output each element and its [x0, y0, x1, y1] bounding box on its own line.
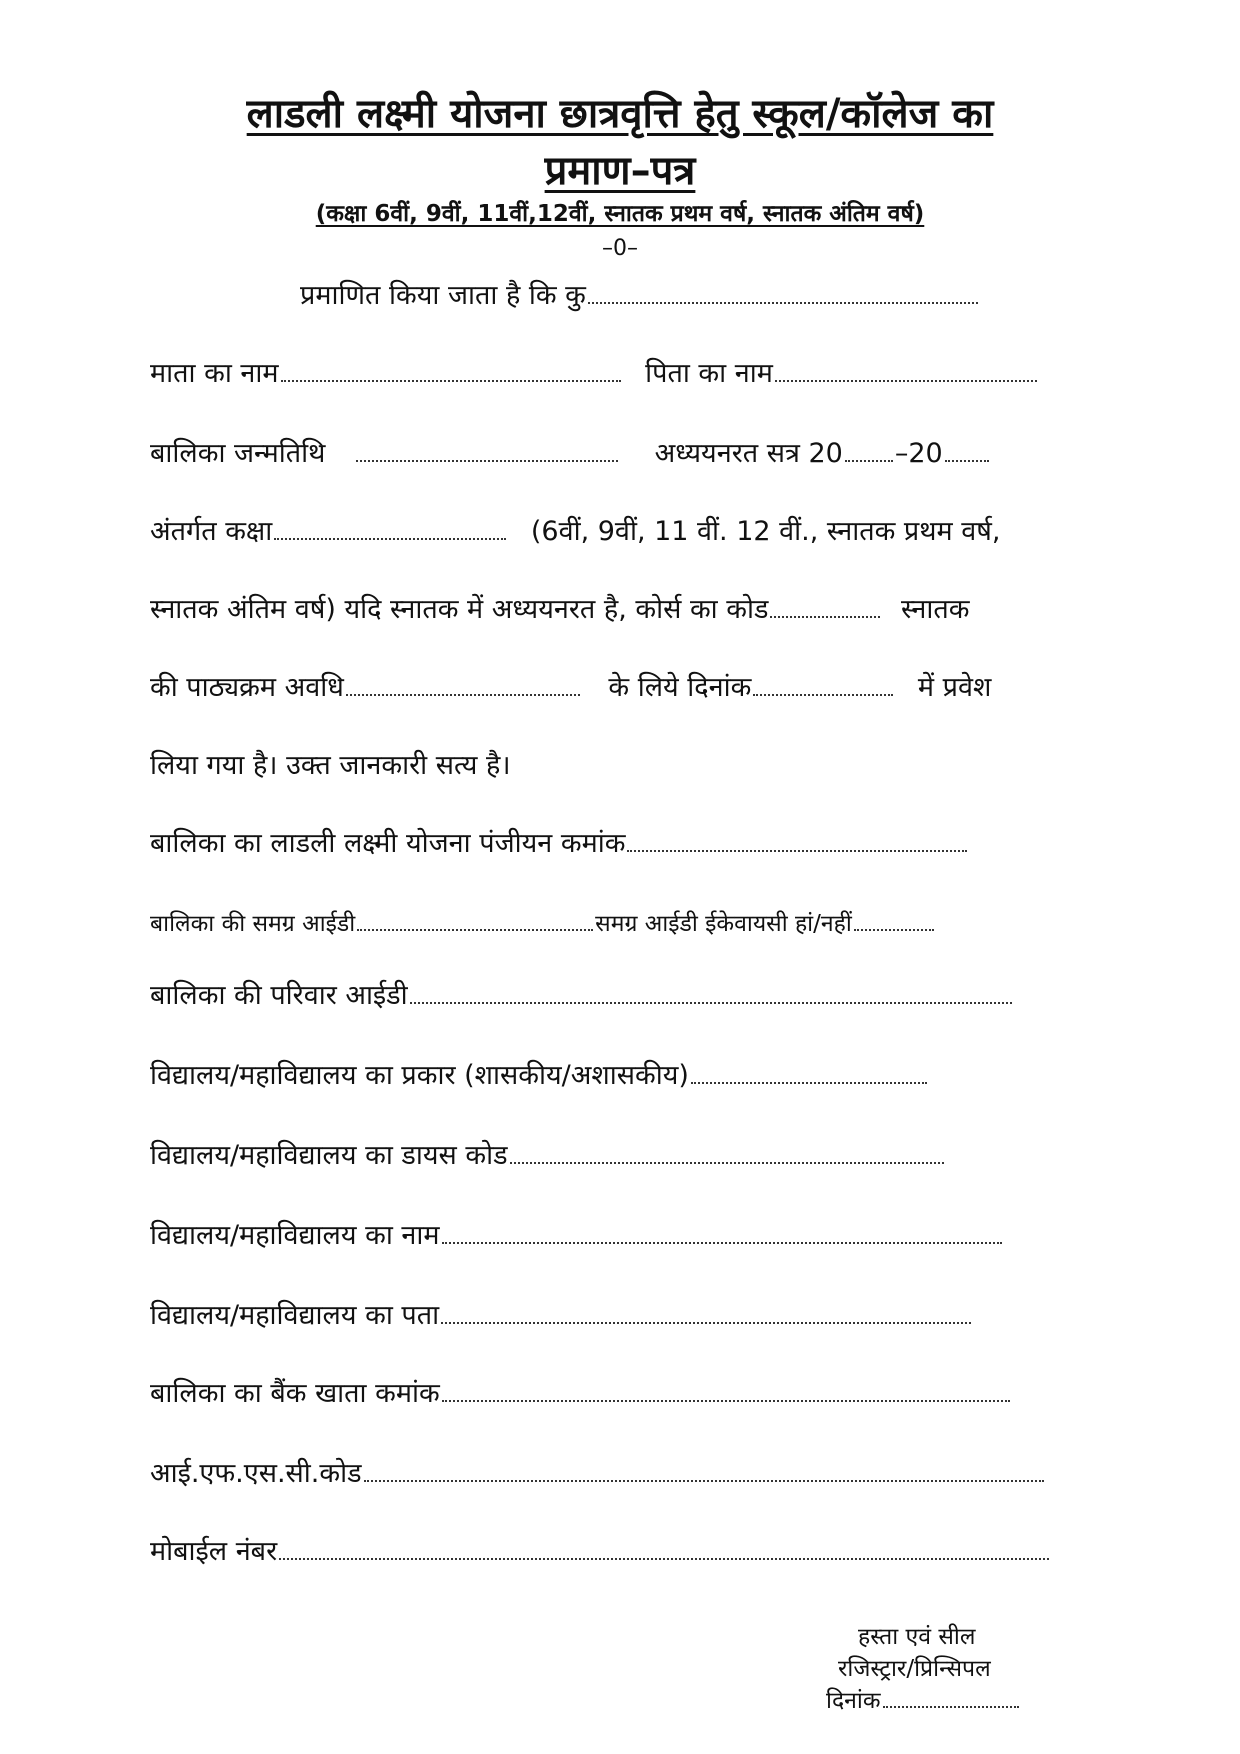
ifsc-line [150, 1456, 1095, 1492]
dob-label: बालिका जन्मतिथि [150, 438, 326, 469]
mobile-field[interactable] [279, 1558, 1049, 1560]
mobile-line [150, 1534, 1095, 1570]
dob-field[interactable] [356, 460, 618, 462]
mother-name-label: माता का नाम [150, 358, 279, 389]
student-name-field[interactable] [588, 302, 978, 304]
dise-code-field[interactable] [510, 1162, 944, 1164]
samagra-id-label: बालिका की समग्र आईडी [150, 911, 356, 937]
admission-date-field[interactable] [753, 694, 893, 696]
school-type-line [150, 1058, 1095, 1094]
school-address-field[interactable] [441, 1322, 971, 1324]
class-label: अंतर्गत कक्षा [150, 516, 273, 547]
graduate-word: स्नातक [901, 594, 970, 625]
school-address-line [150, 1298, 1095, 1334]
ladli-reg-line [150, 826, 1095, 862]
parents-line [150, 356, 1095, 392]
ifsc-label: आई.एफ.एस.सी.कोड [150, 1458, 362, 1489]
class-field[interactable] [274, 538, 506, 540]
sign-seal-label: हस्ता एवं सील [858, 1624, 976, 1650]
separator: –0– [602, 236, 638, 261]
school-name-label: विद्यालय/महाविद्यालय का नाम [150, 1220, 440, 1251]
for-date-label: के लिये दिनांक [608, 672, 752, 703]
mobile-label: मोबाईल नंबर [150, 1536, 278, 1567]
admission-label: में प्रवेश [917, 672, 992, 703]
session-label: अध्ययनरत सत्र 20 [654, 438, 843, 469]
course-code-field[interactable] [770, 616, 880, 618]
mother-name-field[interactable] [281, 380, 621, 382]
father-name-label: पिता का नाम [645, 358, 773, 389]
certify-line [300, 278, 1095, 314]
course-code-label: स्नातक अंतिम वर्ष) यदि स्नातक में अध्ययनरत है, कोर्स का कोड [150, 594, 769, 625]
school-name-field[interactable] [442, 1242, 1002, 1244]
school-type-field[interactable] [691, 1082, 927, 1084]
family-id-label: बालिका की परिवार आईडी [150, 980, 408, 1011]
closing-line: लिया गया है। उक्त जानकारी सत्य है। [150, 750, 511, 781]
certify-label: प्रमाणित किया जाता है कि कु [300, 280, 586, 311]
father-name-field[interactable] [775, 380, 1037, 382]
samagra-line [150, 906, 1095, 942]
class-line [150, 514, 1095, 550]
session-start-field[interactable] [845, 460, 893, 462]
dise-code-label: विद्यालय/महाविद्यालय का डायस कोड [150, 1140, 508, 1171]
dob-line [150, 436, 1095, 472]
session-end-field[interactable] [945, 460, 989, 462]
school-name-line [150, 1218, 1095, 1254]
samagra-ekyc-label: समग्र आईडी ईकेवायसी हां/नहीं [595, 911, 852, 937]
ladli-reg-field[interactable] [627, 850, 967, 852]
page-title-line2: प्रमाण–पत्र [544, 148, 696, 194]
duration-line [150, 670, 1095, 706]
signature-date-field[interactable] [883, 1706, 1019, 1708]
school-type-label: विद्यालय/महाविद्यालय का प्रकार (शासकीय/अशासकीय) [150, 1060, 689, 1091]
dise-code-line [150, 1138, 1095, 1174]
registrar-principal-label: रजिस्ट्रार/प्रिन्सिपल [838, 1656, 991, 1682]
class-options: (6वीं, 9वीं, 11 वीं. 12 वीं., स्नातक प्रथम वर्ष, [530, 516, 1001, 547]
bank-account-line [150, 1376, 1095, 1412]
bank-account-label: बालिका का बैंक खाता कमांक [150, 1378, 440, 1409]
session-dash: –20 [894, 438, 943, 469]
ladli-reg-label: बालिका का लाडली लक्ष्मी योजना पंजीयन कमांक [150, 828, 626, 859]
ifsc-field[interactable] [364, 1480, 1044, 1482]
school-address-label: विद्यालय/महाविद्यालय का पता [150, 1300, 440, 1331]
signature-date-line [826, 1686, 1021, 1716]
samagra-ekyc-field[interactable] [854, 929, 934, 931]
samagra-id-field[interactable] [357, 929, 593, 931]
family-id-field[interactable] [410, 1002, 1012, 1004]
page-subtitle: (कक्षा 6वीं, 9वीं, 11वीं,12वीं, स्नातक प्रथम वर्ष, स्नातक अंतिम वर्ष) [315, 201, 925, 227]
page-title: लाडली लक्ष्मी योजना छात्रवृत्ति हेतु स्कूल/कॉलेज का [246, 91, 994, 137]
duration-label: की पाठ्यक्रम अवधि [150, 672, 344, 703]
family-id-line [150, 978, 1095, 1014]
bank-account-field[interactable] [442, 1400, 1010, 1402]
signature-date-label: दिनांक [826, 1688, 881, 1714]
course-code-line [150, 592, 1095, 628]
duration-field[interactable] [346, 694, 580, 696]
